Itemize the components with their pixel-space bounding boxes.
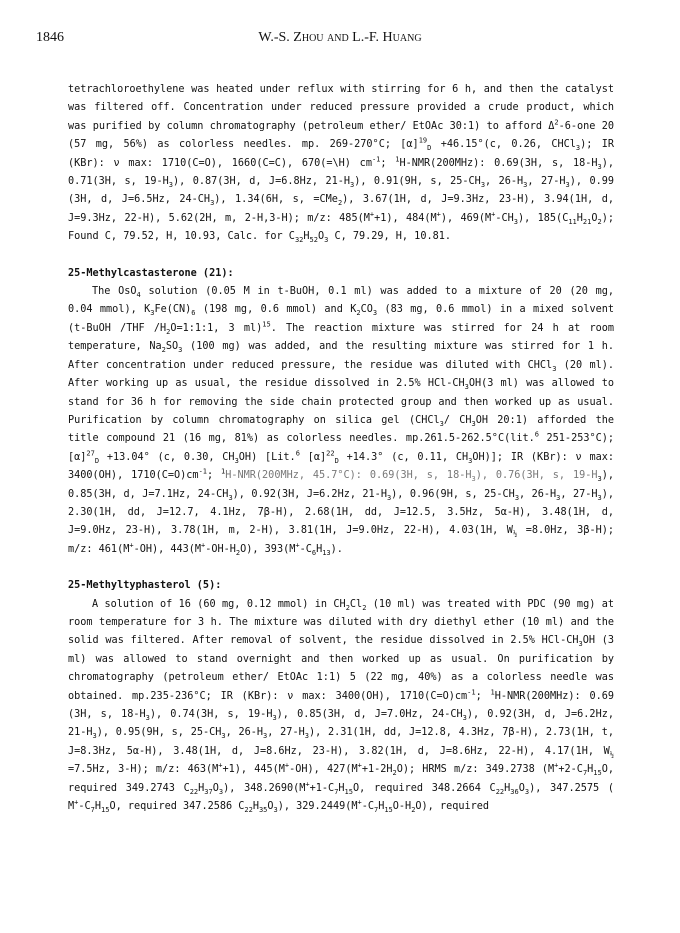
paragraph-castasterone-synthesis: The OsO$_4$ solution (0.05 M in t-BuOH, 0.1 ml) was added to a mixture of 20 (20 mg, 0.04 mmol), $K_3Fe(CN)_6$ (198 mg, 0.6 mmol) and $K_2CO_3$ (83 mg, 0.6 mmol) in a mixed solvent (t-BuOH /THF $/H_2O=1:1:1$, 3 ml)$^{15}$. The reaction mixture was stirred for 24 h at room temperature, $Na_2SO_3$ (100 mg) was added, and the resulting mixture was stirred for 1 h. After concentration under reduced pressure, the residue was diluted with CHCl$_3$ (20 ml). After working up as usual, the residue dissolved in 2.5% HCl-$CH_3OH(3$ ml) was allowed to stand for 36 h for removing the side chain protected group and then worked up as usual. Purification by column chromatography on silica gel (CHCl$_3$/ $CH_3OH$ 20:1) afforded the title compound 21 (16 mg, 81%) as colorless needles. mp.261.5-262.5°C(lit.$^6$ 251-253°C); $[\alpha]^{27}_D +13.04^\circ$ (c, 0.30, $CH_3OH$) [Lit.$^6$ $[\alpha]^{22}_D +14.3^\circ$ (c, 0.11, $CH_3OH$)]; IR (KBr): ν max: 3400(OH), $1710(C=O)cm^{-1}$; $^1$H-NMR(200MHz, 45.7°C): 0.69(3H, s, $18-H_3$), 0.76(3H, s, $19-H_3$), 0.85(3H, d, J=7.1Hz, $24-CH_3$), 0.92(3H, J=6.2Hz, $21-H_3$), 0.96(9H, s, $25-CH_3$, $26-H_3$, $27-H_3$), 2.30(1H, dd, J=12.7, 4.1Hz, 7β-H), 2.68(1H, dd, J=12.5, 3.5Hz, 5α-H), 3.48(1H, d, J=9.0Hz, 23-H), 3.78(1H, m, 2-H), 3.81(1H, J=9.0Hz, 22-H), 4.03(1H, $W_{\frac{1}{2}} =8.0Hz$, 3β-H); m/z: 461(M+-OH), $443(M^+-OH-H_2O)$, $393(M^+-C_6H_{13})$. xyxy=(68,286,615,557)
page-number: 1846 xyxy=(36,30,64,45)
running-authors: W.-S. Zhou and L.-F. Huang xyxy=(258,30,422,45)
paragraph-typhasterol-synthesis: A solution of 16 (60 mg, 0.12 mmol) in $CH_2Cl_2$ (10 ml) was treated with PDC (90 mg) at room temperature for 3 h. The mixture was diluted with dry diethyl ether (10 ml) and the solid was filtered. After removal of solvent, the residue dissolved in 2.5% HCl-$CH_3OH$ (3 ml) was allowed to stand overnight and then worked up as usual. On purification by chromatography (petroleum ether/ EtOAc 1:1) 5 (22 mg, 40%) as a colorless needle was obtained. mp.235-236°C; IR (KBr): ν max: 3400(OH), $1710(C=O)cm^{-1}$; $^1$H-NMR(200MHz): 0.69 (3H, s, $18-H_3$), 0.74(3H, s, $19-H_3$), 0.85(3H, d, J=7.0Hz, $24-CH_3$), 0.92(3H, d, J=6.2Hz, $21-H_3$), 0.95(9H, s, $25-CH_3$, $26-H_3$, $27-H_3$), 2.31(1H, dd, J=12.8, 4.3Hz, 7β-H), 2.73(1H, t, J=8.3Hz, 5α-H), 3.48(1H, d, J=8.6Hz, 23-H), 3.82(1H, d, J=8.6Hz, 22-H), 4.17(1H, $W_{\frac{1}{2}} =7.5Hz$, 3-H); m/z: 463(M++1), 445(M+-OH), $427(M^++1-2H_2O)$; HRMS m/z: 349.2738 ($M^++2-C_7H_{15}O$, required 349.2743 $C_{22}H_{37}O_3$), $348.2690(M^++1-C_7H_{15}O$, required 348.2664 $C_{22}H_{36}O_3$), 347.2575 ( $M^+-C_7H_{15}O$, required 347.2586 $C_{22}H_{35}O_3$), $329.2449(M^+-C_7H_{15}O-H_2O)$, required xyxy=(68,598,615,815)
section-gap xyxy=(68,247,614,265)
section-heading-25-methylcastasterone: 25-Methylcastasterone (21): xyxy=(68,267,234,279)
article-body xyxy=(68,81,614,816)
section-gap xyxy=(68,559,614,577)
paragraph-compound-20-data: tetrachloroethylene was heated under reflux with stirring for 6 h, and then the catalyst was filtered off. Concentration under reduced pressure provided a crude product, which was purified by column chromatography (petroleum ether/ EtOAc 30:1) to afford $\Delta^2-6$-one 20 (57 mg, 56%) as colorless needles. mp. 269-270°C; $[\alpha]^{19}_D +46.15^\circ(c$, 0.26, CHCl$_3$); IR (KBr): ν max: 1710(C=O), 1660(C=C), 670(=\H) $cm^{-1}$; $^1$H-NMR(200MHz): 0.69(3H, s, $18-H_3$), 0.71(3H, s, $19-H_3$), 0.87(3H, d, J=6.8Hz, $21-H_3$), 0.91(9H, s, $25-CH_3$, $26-H_3$, $27-H_3$), 0.99 (3H, d, J=6.5Hz, $24-CH_3$), 1.34(6H, s, =CMe$_2$), 3.67(1H, d, J=9.3Hz, 23-H), 3.94(1H, d, J=9.3Hz, 22-H), 5.62(2H, m, 2-H,3-H); m/z: 485(M++1), 484(M+), $469(M^+-CH_3)$, $185(C_{11}H_{21}O_2)$; Found C, 79.52, H, 10.93, Calc. for $C_{32}H_{52}O_3$ C, 79.29, H, 10.81. xyxy=(68,84,614,245)
page-header xyxy=(36,30,644,50)
section-heading-25-methyltyphasterol: 25-Methyltyphasterol (5): xyxy=(68,580,222,592)
